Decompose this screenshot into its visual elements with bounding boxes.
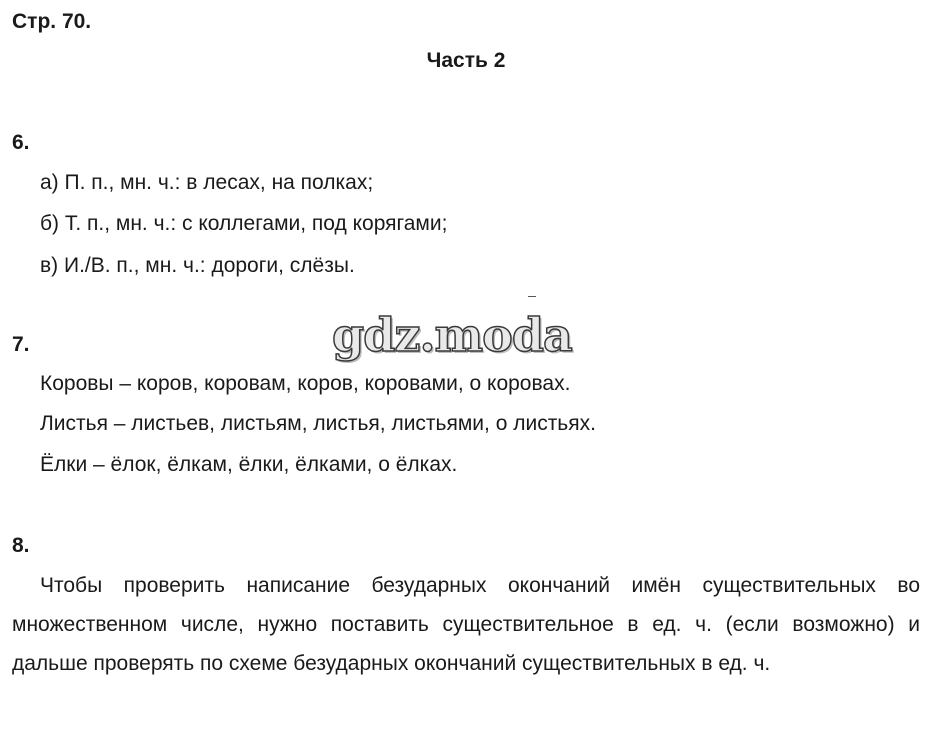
task-8-paragraph: Чтобы проверить написание безударных окончаний имён существительных во множественном числе, нужно поставить существительное в ед. ч. (если возможно) и дальше проверять по схеме безударных окончаний существительных в ед. ч.	[12, 574, 920, 675]
task-7-line-2: Листья – листьев, листьям, листья, листьями, о листьях.	[40, 412, 596, 435]
task-7-number: 7.	[12, 333, 30, 356]
part-title: Часть 2	[426, 49, 506, 72]
task-8-number: 8.	[12, 534, 30, 557]
task-6-line-a: а) П. п., мн. ч.: в лесах, на полках;	[40, 171, 374, 194]
task-6-line-c: в) И./В. п., мн. ч.: дороги, слёзы.	[40, 254, 355, 277]
watermark-dash	[528, 296, 536, 297]
task-7-line-1: Коровы – коров, коровам, коров, коровами, о коровах.	[40, 372, 571, 395]
task-6-line-b: б) Т. п., мн. ч.: с коллегами, под корягами;	[40, 212, 448, 235]
watermark-logo: gdz.moda	[332, 308, 572, 362]
task-6-number: 6.	[12, 131, 30, 154]
task-7-line-3: Ёлки – ёлок, ёлкам, ёлки, ёлками, о ёлках.	[40, 453, 458, 476]
page-reference: Стр. 70.	[12, 10, 92, 33]
